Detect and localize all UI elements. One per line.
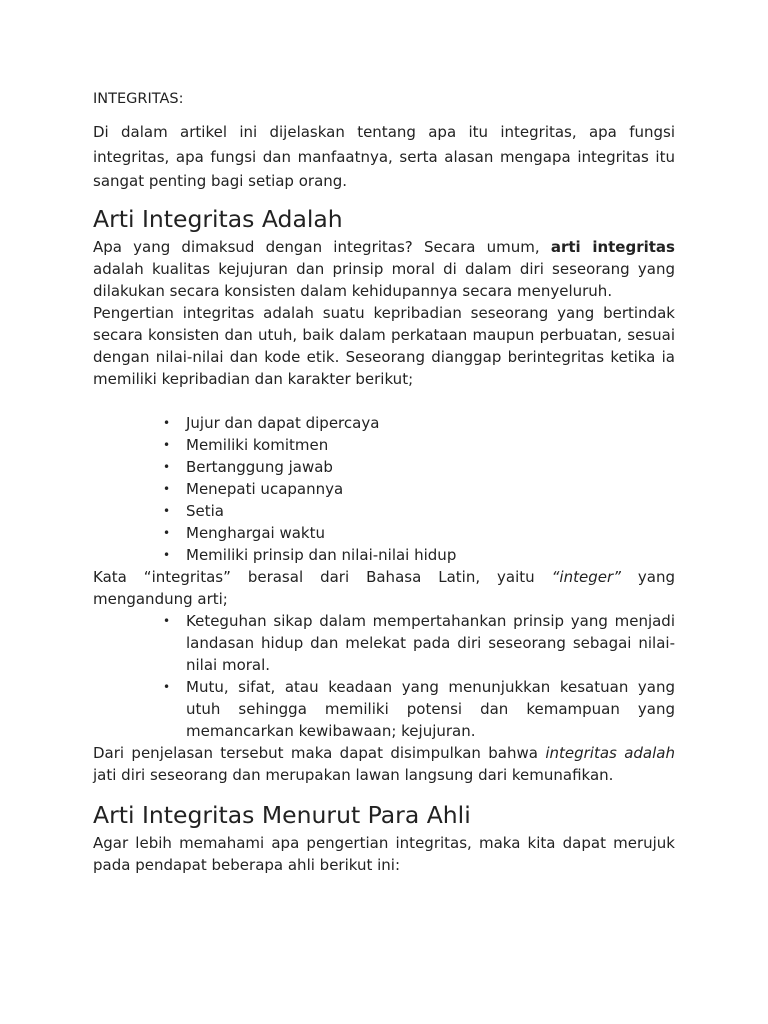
list-item [163,412,675,434]
list-item-text: Jujur dan dapat dipercaya [186,413,380,432]
bullet-icon: • [163,613,171,628]
list-item-text: Menghargai waktu [186,523,325,542]
list-item [163,456,675,478]
list-item-text: Memiliki prinsip dan nilai-nilai hidup [186,545,457,564]
definition-paragraph [93,236,675,302]
etymology-italic-term: “integer” [551,567,621,586]
list-item-text: Keteguhan sikap dalam mempertahankan prinsip yang menjadi landasan hidup dan melekat pada diri seseorang sebagai nilai-nilai moral. [186,611,675,674]
document-label: INTEGRITAS: [93,91,184,107]
conclusion-paragraph [93,742,675,786]
list-item [163,434,675,456]
list-item-text: Mutu, sifat, atau keadaan yang menunjukkan kesatuan yang utuh sehingga memiliki potensi dan kemampuan yang memancarkan kewibawaan; kejujuran. [186,677,675,740]
para-ahli-paragraph: Agar lebih memahami apa pengertian integritas, maka kita dapat merujuk pada pendapat beberapa ahli berikut ini: [93,833,675,874]
list-item [163,676,675,742]
list-item [163,478,675,500]
definition-text-start: Apa yang dimaksud dengan integritas? Secara umum, [93,237,540,256]
list-item [163,610,675,676]
bullet-icon: • [163,679,171,694]
bullet-icon: • [163,481,171,496]
etymology-text-start: Kata “integritas” berasal dari Bahasa Latin, yaitu [93,567,535,586]
bullet-icon: • [163,503,171,518]
list-item-text: Menepati ucapannya [186,479,344,498]
bullet-icon: • [163,459,171,474]
etymology-paragraph [93,566,675,610]
bullet-icon: • [163,437,171,452]
bullet-icon: • [163,525,171,540]
pengertian-paragraph: Pengertian integritas adalah suatu kepribadian seseorang yang bertindak secara konsisten dan utuh, baik dalam perkataan maupun perbuatan, sesuai dengan nilai-nilai dan kode etik. Seseorang dianggap berintegritas ketika ia memiliki kepribadian dan karakter berikut; [93,303,675,388]
list-item [163,544,675,566]
list-item [163,500,675,522]
bullet-icon: • [163,415,171,430]
section-heading-arti-integritas: Arti Integritas Adalah [93,204,343,233]
traits-list [93,412,675,566]
section-heading-para-ahli: Arti Integritas Menurut Para Ahli [93,800,471,829]
bullet-icon: • [163,547,171,562]
etymology-text-end: yang mengandung arti; [93,567,675,608]
list-item-text: Setia [186,501,224,520]
meanings-list [93,610,675,742]
intro-paragraph: Di dalam artikel ini dijelaskan tentang apa itu integritas, apa fungsi integritas, apa fungsi dan manfaatnya, serta alasan mengapa integritas itu sangat penting bagi setiap orang. [93,123,675,190]
list-item-text: Memiliki komitmen [186,435,329,454]
document-page [93,88,675,876]
list-item-text: Bertanggung jawab [186,457,333,476]
conclusion-italic-term: integritas adalah [545,743,675,762]
conclusion-text-start: Dari penjelasan tersebut maka dapat disimpulkan bahwa [93,743,538,762]
conclusion-text-end: jati diri seseorang dan merupakan lawan langsung dari kemunafikan. [93,765,614,784]
definition-text-end: adalah kualitas kejujuran dan prinsip moral di dalam diri seseorang yang dilakukan secara konsisten dalam kehidupannya secara menyeluruh. [93,259,675,300]
definition-bold-term: arti integritas [550,237,675,256]
list-item [163,522,675,544]
